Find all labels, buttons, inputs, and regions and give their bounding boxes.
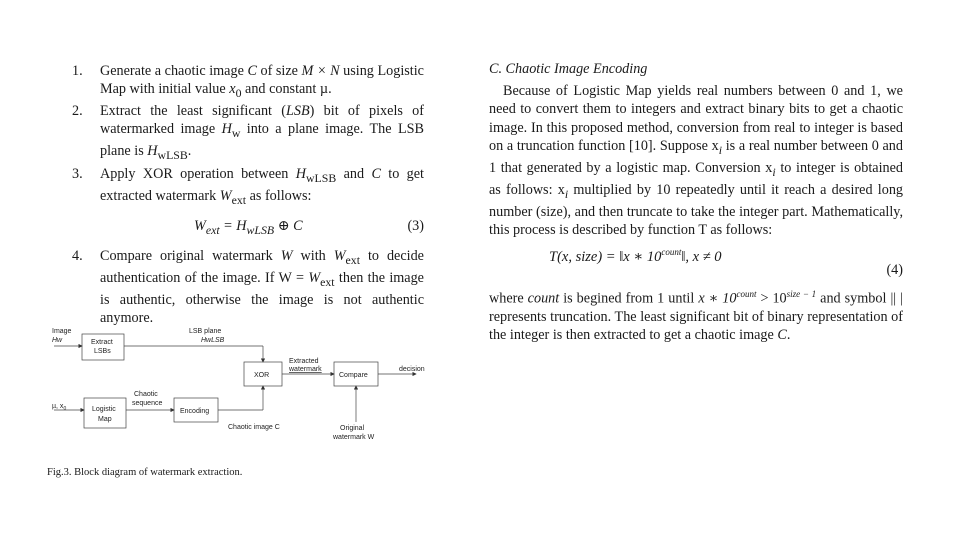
block-diagram xyxy=(44,322,444,462)
step-1: 1. Generate a chaotic image C of size M × N using Logistic Map with initial value $x_0$ and constant µ. xyxy=(72,63,424,101)
label-sequence: sequence xyxy=(132,400,163,407)
label-hw: Hw xyxy=(52,337,63,344)
label-lsb-plane: LSB plane xyxy=(189,328,222,335)
left-column xyxy=(70,62,424,327)
label-original-watermark: watermark W xyxy=(333,434,375,441)
label-original: Original xyxy=(340,425,365,432)
box-extract: Extract xyxy=(91,339,113,346)
label-hwlsb: HwLSB xyxy=(201,337,225,344)
section-title: C. Chaotic Image Encoding xyxy=(489,61,648,77)
label-chaotic-image: Chaotic image C xyxy=(228,424,280,431)
box-logistic: Logistic xyxy=(92,406,116,413)
label-watermark: watermark xyxy=(289,366,322,373)
label-mu: µ, $x_0$ xyxy=(52,403,67,412)
figure-caption: Fig.3. Block diagram of watermark extraction. xyxy=(47,467,243,478)
extraction-steps xyxy=(70,62,424,209)
equation-number: (4) xyxy=(886,262,903,279)
label-image: Image xyxy=(52,328,72,335)
box-compare: Compare xyxy=(339,372,368,379)
paragraph-2: where count is begined from 1 until x ∗ $10^{count} > 10^{size - 1}$ and symbol || | represents truncation. The least significant bit of binary representation of the integer is then extracted to get a chaotic image C. xyxy=(489,289,903,344)
step-3: 3. Apply XOR operation between $H_{wLSB}$ and C to get extracted watermark $W_{ext}$ as follows: xyxy=(72,165,424,207)
step-4: 4. Compare original watermark W with $W_{ext}$ to decide authentication of the image. If $W = W_{ext}$ then the image is authentic, otherwise the image is not authentic anymore. xyxy=(72,247,424,326)
label-chaotic: Chaotic xyxy=(134,391,158,398)
right-column xyxy=(489,60,903,345)
label-extracted: Extracted xyxy=(289,358,319,365)
box-logistic-line2: Map xyxy=(98,416,112,423)
box-extract-line2: LSBs xyxy=(94,348,111,355)
label-decision: decision xyxy=(399,366,425,373)
paragraph-1: Because of Logistic Map yields real numbers between 0 and 1, we need to convert them to integers and extract binary bits to get a chaotic image. In this proposed method, conversion from real to integer is based on a truncation function [10]. Suppose $x_i$ is a real number between 0 and 1 that generated by a logistic map. Conversion $x_i$ to integer is obtained as follows: $x_i$ multiplied by 10 repeatedly until it reach a desired long number (size), and then truncate to take the integer part. Mathematically, this process is described by function T as follows: xyxy=(489,83,904,239)
step-2: 2. Extract the least significant (LSB) bit of pixels of watermarked image $H_w$ into a plane image. The LSB plane is $H_{wLSB}$. xyxy=(72,103,425,163)
box-xor: XOR xyxy=(254,372,270,379)
equation-4: T(x, size) = ‖x ∗ $10^{count}‖$, x ≠ 0 (4) xyxy=(549,247,903,279)
equation-3: $W_{ext} = H_{wLSB}$ ⊕ C (3) xyxy=(194,217,424,237)
equation-number: (3) xyxy=(407,217,424,234)
box-encoding: Encoding xyxy=(180,408,210,415)
